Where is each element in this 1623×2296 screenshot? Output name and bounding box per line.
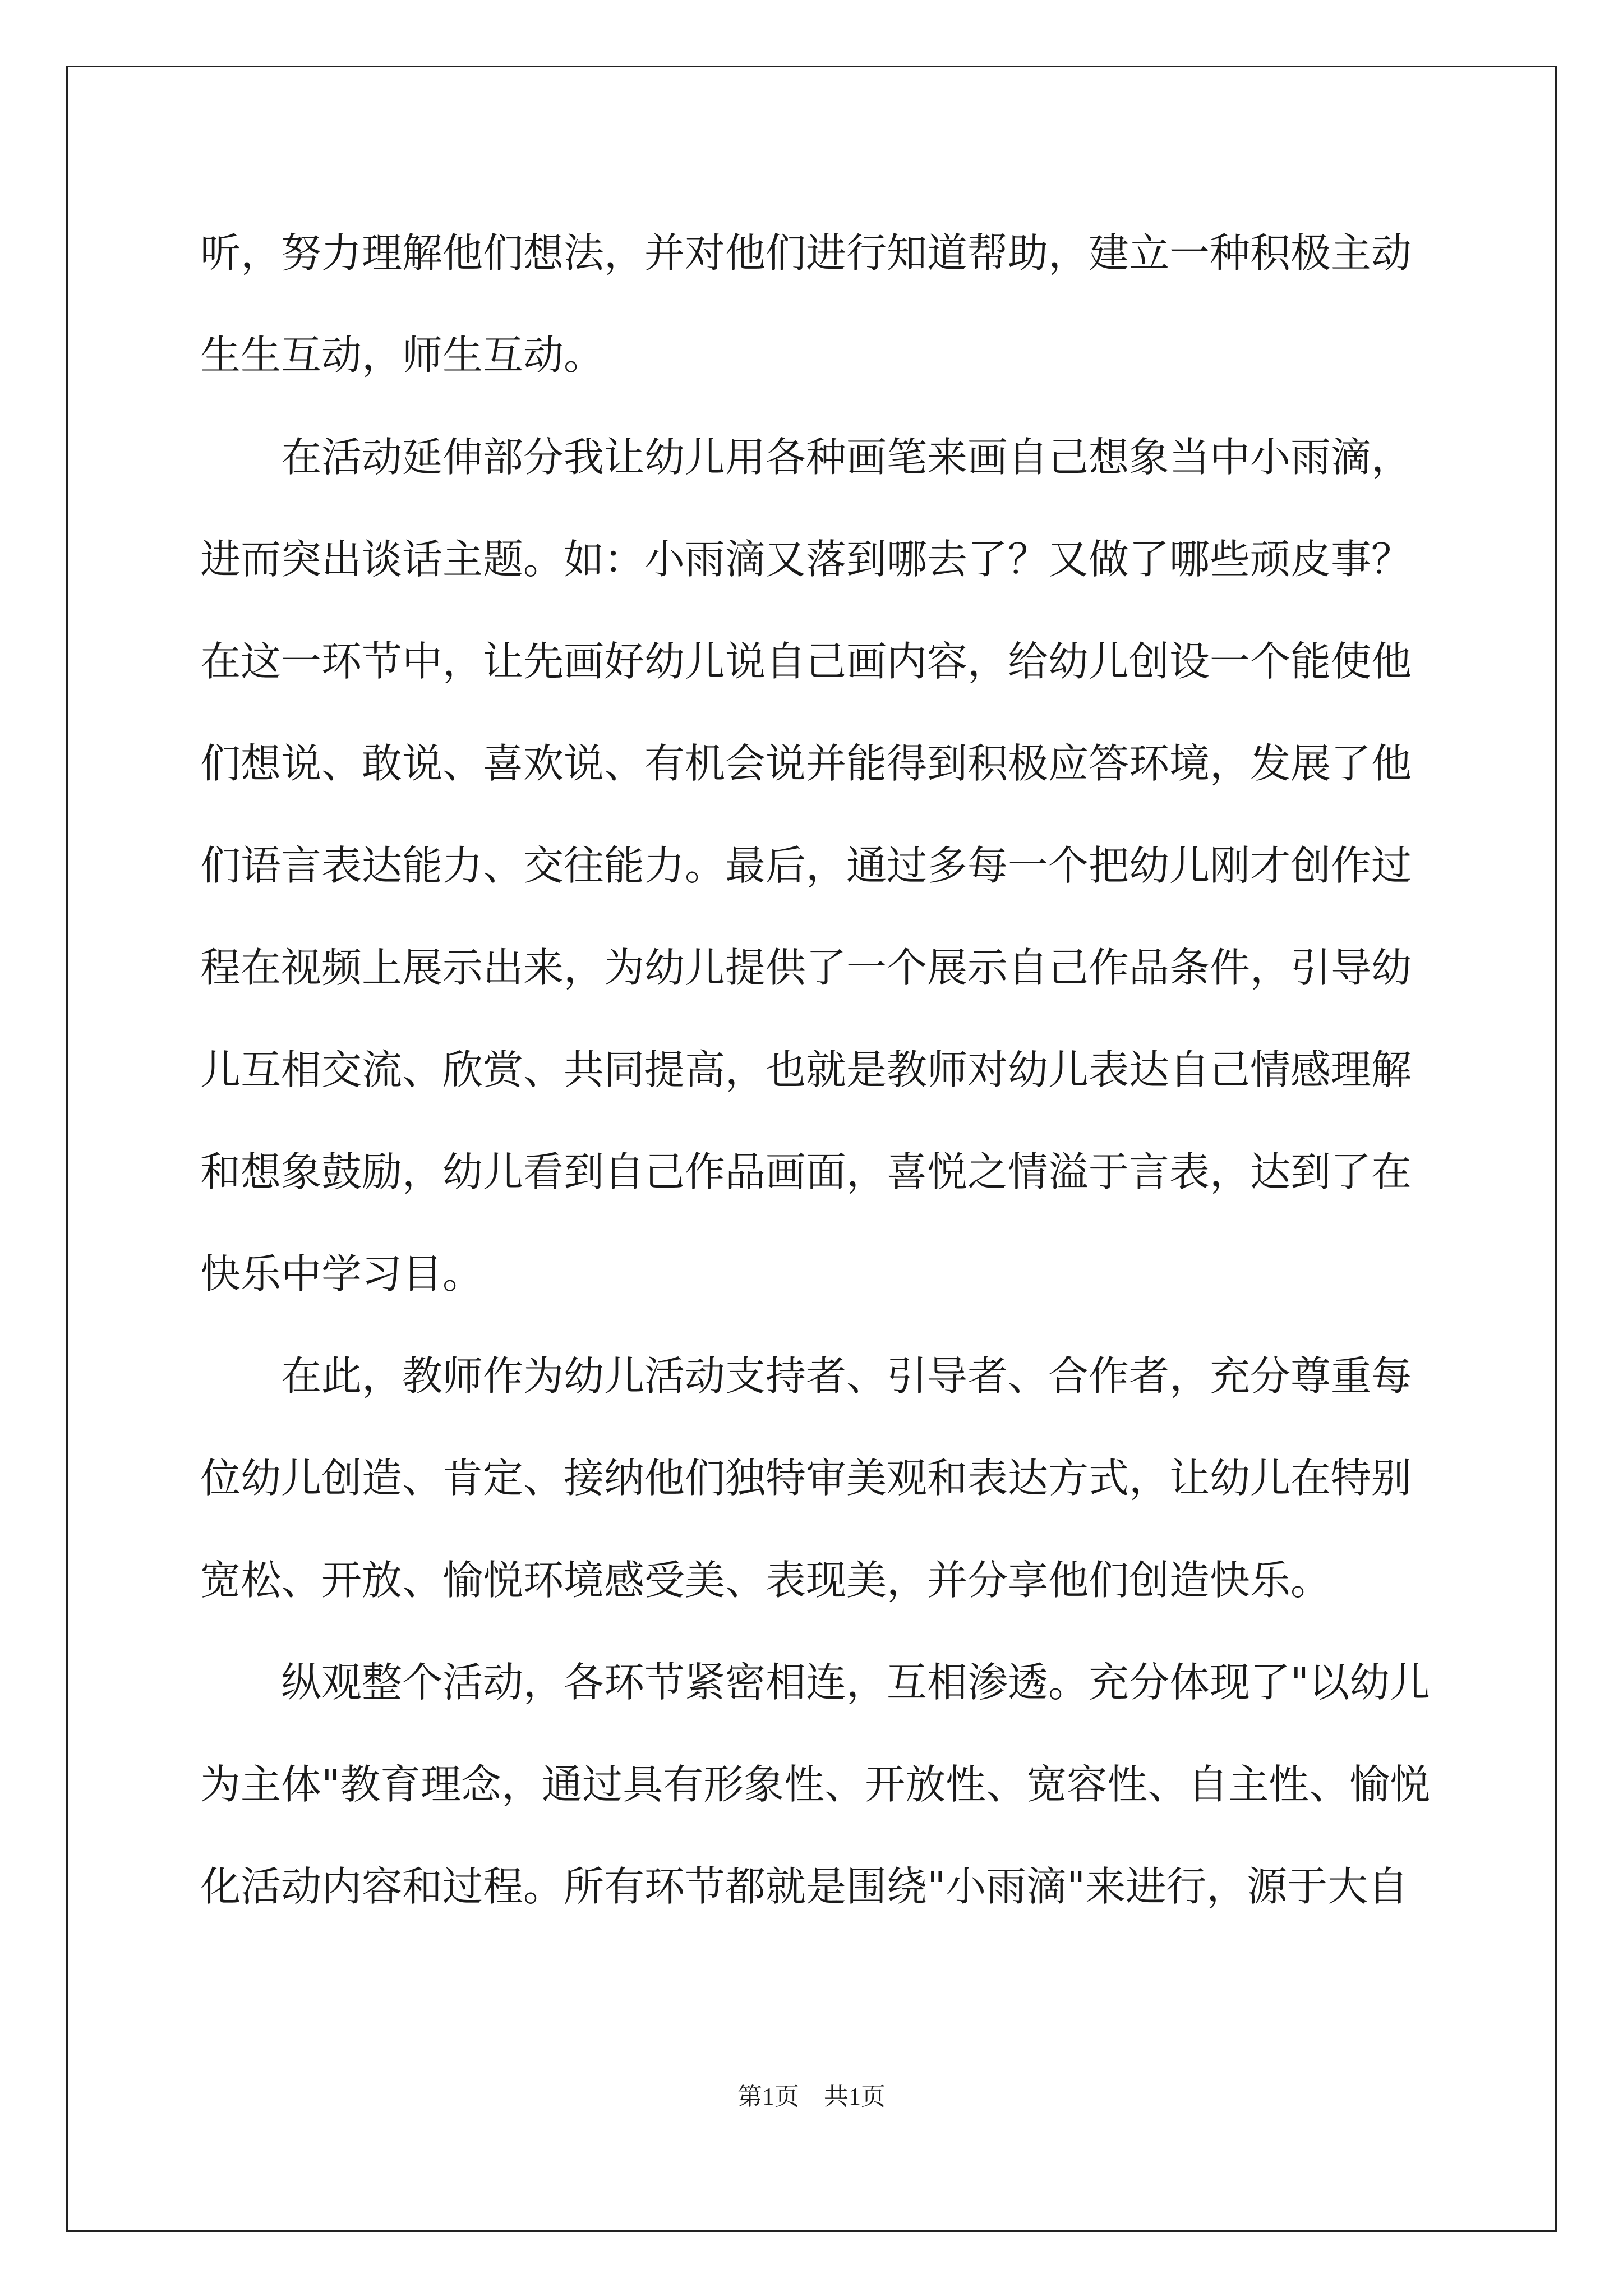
text-line: 生生互动，师生互动。 (200, 332, 605, 379)
text-line: 化活动内容和过程。所有环节都就是围绕"小雨滴"来进行，源于大自 (200, 1863, 1409, 1910)
text-line: 们想说、敢说、喜欢说、有机会说并能得到积极应答环境，发展了他 (200, 740, 1412, 787)
text-line: 为主体"教育理念，通过具有形象性、开放性、宽容性、自主性、愉悦 (200, 1761, 1431, 1808)
document-body (200, 202, 1431, 1938)
text-line: 在这一环节中，让先画好幼儿说自己画内容，给幼儿创设一个能使他 (200, 638, 1412, 685)
text-line: 快乐中学习目。 (200, 1250, 483, 1297)
page-number-footer: 第1页 共1页 (737, 2083, 886, 2110)
text-line: 宽松、开放、愉悦环境感受美、表现美，并分享他们创造快乐。 (200, 1557, 1331, 1604)
paragraph-start-line: 在此，教师作为幼儿活动支持者、引导者、合作者，充分尊重每 (281, 1352, 1412, 1400)
text-line: 进而突出谈话主题。如：小雨滴又落到哪去了？又做了哪些顽皮事？ (200, 536, 1412, 583)
text-line: 们语言表达能力、交往能力。最后，通过多每一个把幼儿刚才创作过 (200, 842, 1412, 889)
text-line: 位幼儿创造、肯定、接纳他们独特审美观和表达方式，让幼儿在特别 (200, 1455, 1412, 1502)
paragraph-start-line: 在活动延伸部分我让幼儿用各种画笔来画自己想象当中小雨滴， (281, 434, 1412, 481)
text-line: 和想象鼓励，幼儿看到自己作品画面，喜悦之情溢于言表，达到了在 (200, 1148, 1412, 1195)
text-line: 儿互相交流、欣赏、共同提高，也就是教师对幼儿表达自己情感理解 (200, 1046, 1412, 1093)
text-line: 听，努力理解他们想法，并对他们进行知道帮助，建立一种积极主动 (200, 229, 1412, 277)
text-line: 程在视频上展示出来，为幼儿提供了一个展示自己作品条件，引导幼 (200, 944, 1412, 991)
paragraph-start-line: 纵观整个活动，各环节紧密相连，互相渗透。充分体现了"以幼儿 (281, 1659, 1431, 1706)
